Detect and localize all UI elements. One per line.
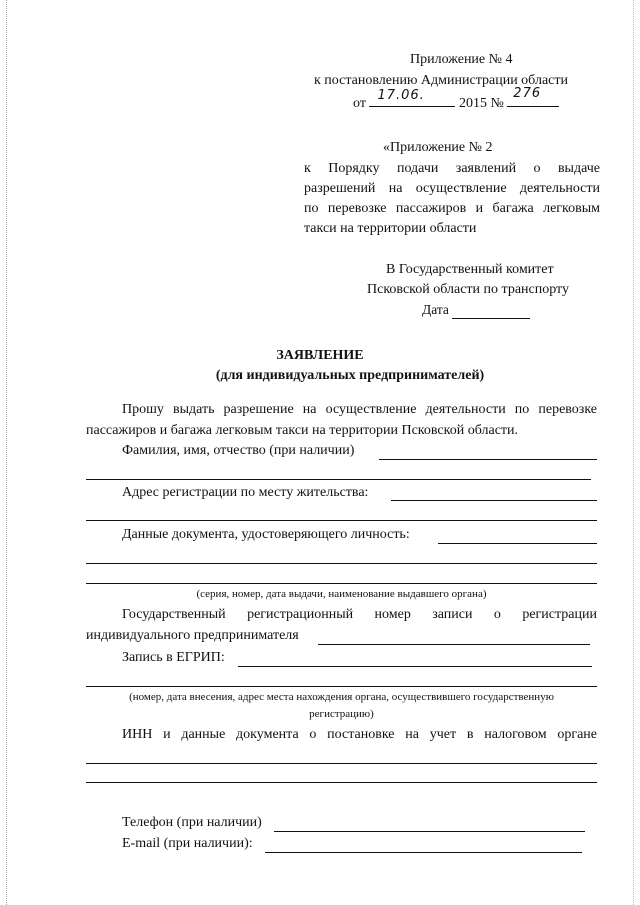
reg-number-field[interactable] — [318, 644, 590, 645]
appendix4-line2: к постановлению Администрации области — [314, 73, 568, 88]
egrip-hint-line1: (номер, дата внесения, адрес места нахождения органа, осуществившего государственную — [129, 691, 554, 703]
egrip-hint-line2: регистрацию) — [309, 708, 374, 720]
document-title: ЗАЯВЛЕНИЕ — [276, 348, 364, 363]
address-label: Адрес регистрации по месту жительства: — [122, 485, 369, 500]
inn-field-continued[interactable] — [86, 782, 597, 783]
fio-field[interactable] — [379, 459, 597, 460]
address-field-continued[interactable] — [86, 520, 597, 521]
appendix4-title: Приложение № 4 — [410, 52, 513, 67]
email-label: E-mail (при наличии): — [122, 836, 253, 851]
id-document-field[interactable] — [438, 543, 597, 544]
appendix2-line3: по перевозке пассажиров и багажа легковым — [304, 201, 600, 216]
fio-field-continued[interactable] — [86, 479, 591, 480]
document-subtitle: (для индивидуальных предпринимателей) — [215, 368, 485, 383]
inn-label: ИНН и данные документа о постановке на учет в налоговом органе — [122, 727, 597, 742]
appendix4-date-field — [369, 88, 455, 107]
reg-number-line2: индивидуального предпринимателя — [86, 628, 299, 643]
email-field[interactable] — [265, 852, 582, 853]
appendix2-line2: разрешений на осуществление деятельности — [304, 181, 600, 196]
appendix4-number-handwritten: 276 — [513, 86, 542, 101]
fio-label: Фамилия, имя, отчество (при наличии) — [122, 443, 355, 458]
appendix4-date-line — [353, 86, 559, 112]
appendix4-date-prefix: от — [353, 96, 366, 111]
appendix2-line4: такси на территории области — [304, 221, 477, 236]
appendix2-title: «Приложение № 2 — [383, 140, 493, 155]
id-document-hint: (серия, номер, дата выдачи, наименование выдавшего органа) — [196, 588, 487, 600]
reg-number-line1: Государственный регистрационный номер записи о регистрации — [122, 607, 597, 622]
request-line2: пассажиров и багажа легковым такси на территории Псковской области. — [86, 423, 519, 438]
addressee-date-label: Дата — [422, 302, 449, 317]
appendix2-line1: к Порядку подачи заявлений о выдаче — [304, 161, 600, 176]
addressee-line1: В Государственный комитет — [386, 262, 554, 277]
egrip-field[interactable] — [238, 666, 592, 667]
request-line1: Прошу выдать разрешение на осуществление деятельности по перевозке — [122, 402, 597, 417]
address-field[interactable] — [391, 500, 597, 501]
scan-edge-left — [6, 0, 7, 905]
id-document-field-2[interactable] — [86, 563, 597, 564]
appendix4-date-handwritten: 17.06. — [377, 88, 425, 103]
addressee-line2: Псковской области по транспорту — [367, 282, 569, 297]
id-document-label: Данные документа, удостоверяющего личность: — [122, 527, 410, 542]
phone-field[interactable] — [274, 831, 585, 832]
egrip-field-continued[interactable] — [86, 686, 597, 687]
inn-field[interactable] — [86, 763, 597, 764]
id-document-field-3[interactable] — [86, 583, 597, 584]
appendix4-number-field — [507, 86, 559, 107]
addressee-date-field[interactable] — [452, 318, 530, 319]
egrip-label: Запись в ЕГРИП: — [122, 650, 225, 665]
appendix4-year: 2015 № — [458, 96, 504, 111]
phone-label: Телефон (при наличии) — [122, 815, 262, 830]
scan-edge-right — [633, 0, 634, 905]
